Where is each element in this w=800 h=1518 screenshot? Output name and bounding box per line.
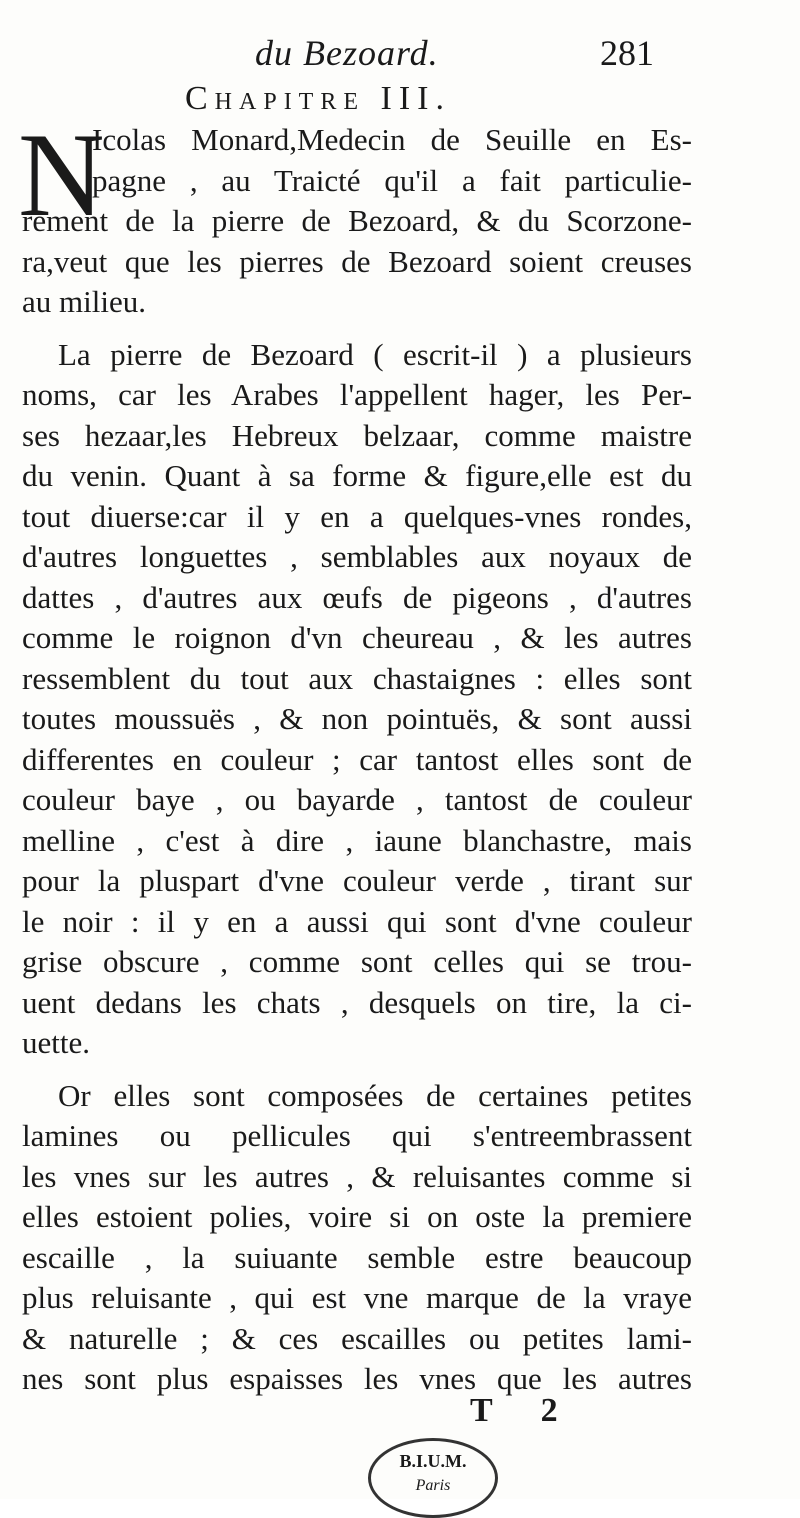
library-stamp <box>368 1438 498 1518</box>
text-line: elles estoient polies, voire si on oste la premiere <box>22 1199 692 1234</box>
stamp-subtext: Paris <box>415 1477 451 1494</box>
text-line: escaille , la suiuante semble estre beaucoup <box>22 1239 692 1275</box>
text-line: La pierre de Bezoard ( escrit-il ) a plusieurs <box>58 336 692 372</box>
text-line: rement de la pierre de Bezoard, & du Scorzone- <box>22 203 692 238</box>
text-line: Or elles sont composées de certaines petites <box>58 1077 692 1113</box>
text-line: ra,veut que les pierres de Bezoard soient creuses <box>22 243 692 279</box>
text-line: tout diuerse:car il y en a quelques-vnes rondes, <box>22 498 692 534</box>
text-line: ressemblent du tout aux chastaignes : elles sont <box>22 660 692 696</box>
text-line: les vnes sur les autres , & reluisantes comme si <box>22 1158 692 1194</box>
text-line: noms, car les Arabes l'appellent hager, les Per- <box>22 377 692 412</box>
text-line: plus reluisante , qui est vne marque de la vraye <box>22 1280 692 1315</box>
text-line: ses hezaar,les Hebreux belzaar, comme maistre <box>22 417 692 453</box>
text-line: differentes en couleur ; car tantost elles sont de <box>22 741 692 777</box>
text-line: lamines ou pellicules qui s'entreembrassent <box>22 1118 692 1153</box>
body-text <box>22 120 692 1400</box>
text-line: melline , c'est à dire , iaune blanchastre, mais <box>22 822 692 858</box>
text-line: comme le roignon d'vn cheureau , & les autres <box>22 620 692 655</box>
stamp-text: B.I.U.M. <box>399 1451 467 1471</box>
text-line: pour la pluspart d'vne couleur verde , tirant sur <box>22 863 692 898</box>
text-line: pagne , au Traicté qu'il a fait particulie- <box>92 162 692 198</box>
text-line: couleur baye , ou bayarde , tantost de couleur <box>22 782 692 817</box>
text-line: Icolas Monard,Medecin de Seuille en Es- <box>92 122 692 157</box>
text-line: nes sont plus espaisses les vnes que les autres <box>22 1361 692 1396</box>
text-line: d'autres longuettes , semblables aux noyaux de <box>22 539 692 574</box>
text-line: dattes , d'autres aux œufs de pigeons , d'autres <box>22 579 692 615</box>
text-line: toutes moussuës , & non pointuës, & sont aussi <box>22 701 692 736</box>
text-line: du venin. Quant à sa forme & figure,elle est du <box>22 458 692 493</box>
drop-cap: N <box>18 108 105 241</box>
running-head: du Bezoard. <box>255 33 439 73</box>
text-line: le noir : il y en a aussi qui sont d'vne couleur <box>22 903 692 939</box>
catchword-signature: T 2 <box>470 1392 578 1429</box>
text-line: au milieu. <box>22 284 146 319</box>
text-line: & naturelle ; & ces escailles ou petites lami- <box>22 1320 692 1356</box>
page-number: 281 <box>600 33 654 73</box>
chapter-title: Chapitre III. <box>185 80 451 117</box>
text-line: grise obscure , comme sont celles qui se trou- <box>22 944 692 979</box>
text-line: uent dedans les chats , desquels on tire, la ci- <box>22 984 692 1020</box>
text-line: uette. <box>22 1025 90 1060</box>
